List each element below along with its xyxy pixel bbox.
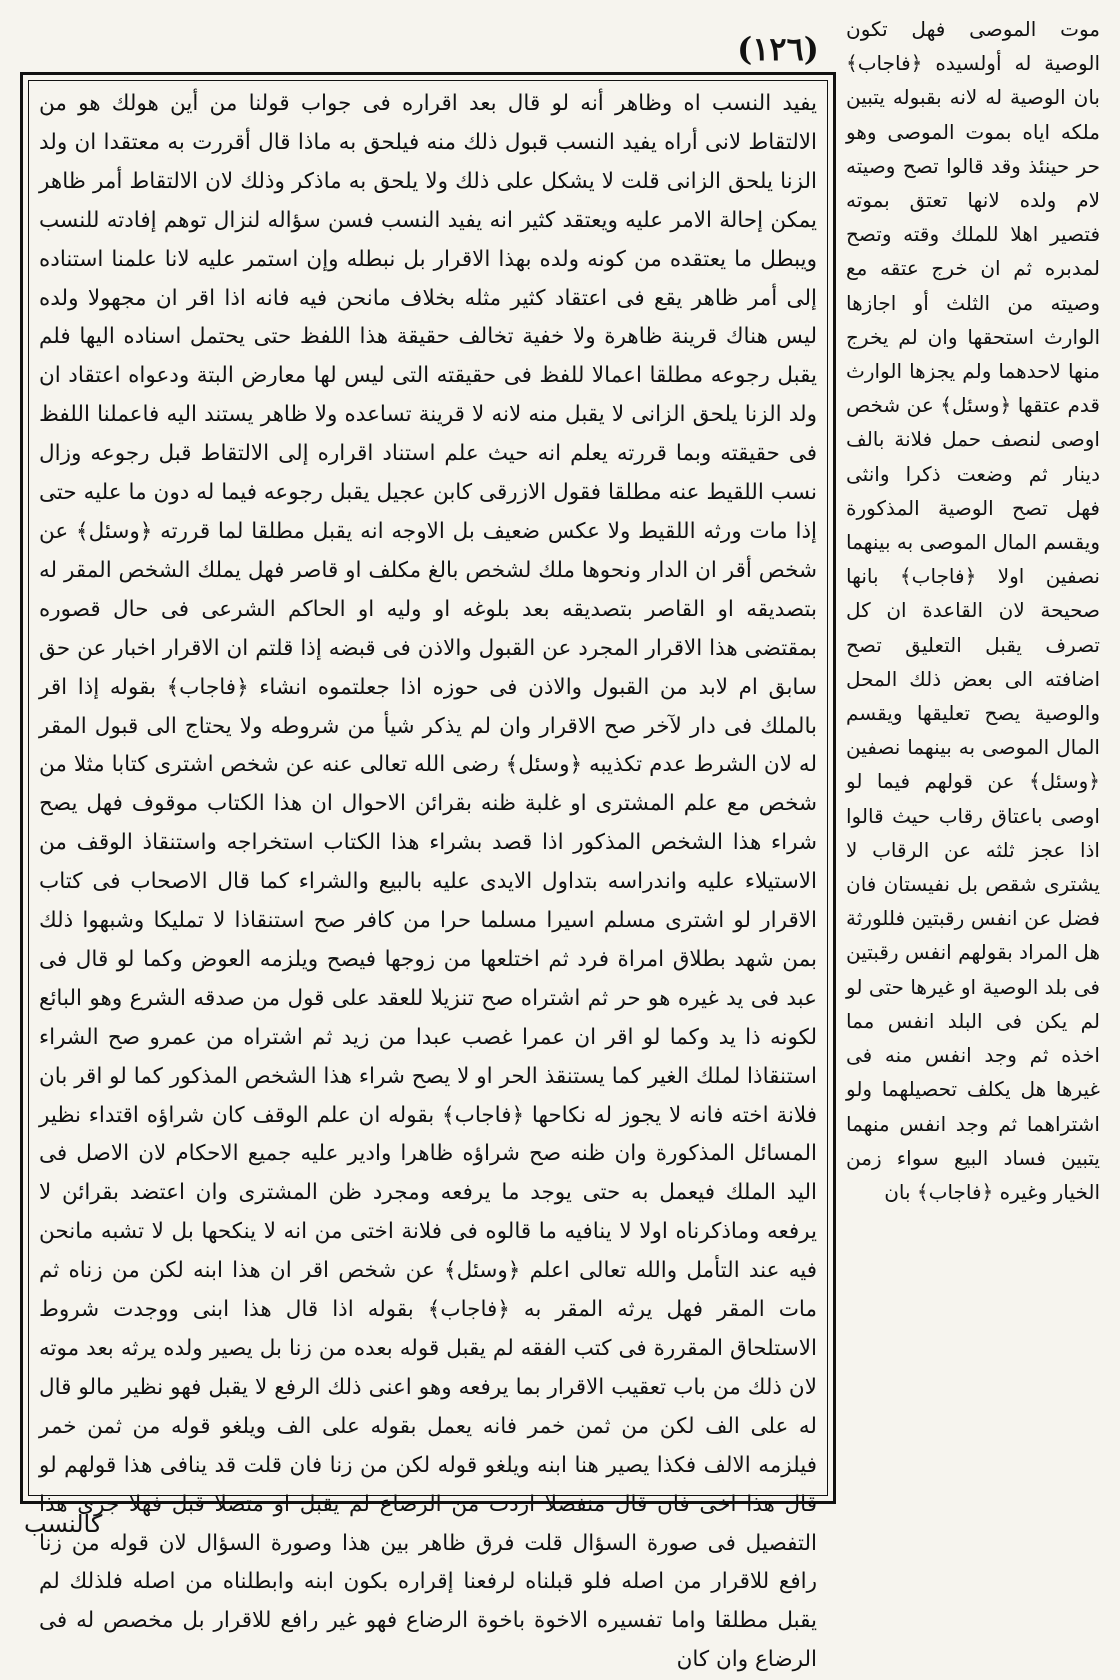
margin-text: موت الموصى فهل تكون الوصية له أولسيده ﴿فاجاب﴾ بان الوصية له لانه بقبوله يتبين ملكه اياه بموت الموصى وهو حر حينئذ وقد قالوا تصح وصيته لام ولده لانها تعتق بموته فتصير اهلا للملك وقته وتصح لمدبره ثم ان خرج عتقه مع وصيته من الثلث أو اجازها الوارث استحقها وان لم يخرج منها لاحدهما ولم يجزها الوارث قدم عتقها ﴿وسئل﴾ عن شخص اوصى لنصف حمل فلانة بالف دينار ثم وضعت ذكرا وانثى فهل تصح الوصية المذكورة ويقسم المال الموصى به بينهما نصفين اولا ﴿فاجاب﴾ بانها صحيحة لان القاعدة ان كل تصرف يقبل التعليق تصح اضافته الى بعض ذلك المحل والوصية يصح تعليقها ويقسم المال الموصى به بينهما نصفين ﴿وسئل﴾ عن قولهم فيما لو اوصى باعتاق رقاب حيث قالوا اذا عجز ثلثه عن الرقاب لا يشترى شقص بل نفيستان فان فضل عن انفس رقبتين فللورثة هل المراد بقولهم انفس رقبتين فى بلد الوصية او غيرها حتى لو لم يكن فى البلد انفس مما اخذه ثم وجد انفس منه فى غيرها هل يكلف تحصيلهما ولو اشتراهما ثم وجد انفس منهما يتبين فساد البيع سواء زمن الخيار وغيره ﴿فاجاب﴾ بان — [846, 17, 1100, 1204]
main-text-paragraph: يفيد النسب اه وظاهر أنه لو قال بعد اقراره فى جواب قولنا من أين هولك هو من الالتقاط لانى أراه يفيد النسب قبول ذلك منه فيلحق به ماذا قال أقررت به معتقدا ان ولد الزنا يلحق الزانى قلت لا يشكل على ذلك ولا يلحق به ماذكر وذلك لان الالتقاط أمر ظاهر يمكن إحالة الامر عليه ويعتقد كثير انه يفيد النسب فسن سؤاله لنزال توهم إفادته للنسب ويبطل ما يعتقده من كونه ولده بهذا الاقرار بل نبطله وإن استمر عليه لانا علمنا استناده إلى أمر ظاهر يقع فى اعتقاد كثير مثله بخلاف مانحن فيه فانه اذا اقر ان مجهولا ولده ليس هناك قرينة ظاهرة ولا خفية تخالف حقيقة هذا اللفظ حتى يحتمل اسناده اليها فلم يقبل رجوعه مطلقا اعمالا للفظ فى حقيقته التى ليس لها معارض البتة ودعواه اعتقاد ان ولد الزنا يلحق الزانى لا يقبل منه لانه لا قرينة تساعده ولا ظاهر يستند اليه فاعملنا اللفظ فى حقيقته وبما قررته يعلم انه حيث علم استناد اقراره إلى الالتقاط قبل رجوعه وزال نسب اللقيط عنه مطلقا فقول الازرقى كابن عجيل يقبل رجوعه فيما له دون ما عليه حتى إذا مات ورثه اللقيط ولا عكس ضعيف بل الاوجه انه يقبل مطلقا لما قررته ﴿وسئل﴾ عن شخص أقر ان الدار ونحوها ملك لشخص بالغ مكلف او قاصر فهل يملك الشخص المقر له بتصديقه او القاصر بتصديقه بعد بلوغه او وليه او الحاكم الشرعى فى حال قصوره بمقتضى هذا الاقرار المجرد عن القبول والاذن فى قبضه إذا قلتم ان الاقرار اخبار عن حق سابق ام لابد من القبول والاذن فى حوزه اذا جعلتموه انشاء ﴿فاجاب﴾ بقوله إذا اقر بالملك فى دار لآخر صح الاقرار وان لم يذكر شيأ من شروطه ولا يحتاج الى قبول المقر له لان الشرط عدم تكذيبه ﴿وسئل﴾ رضى الله تعالى عنه عن شخص اشترى كتابا مثلا من شخص مع علم المشترى او غلبة ظنه بقرائن الاحوال ان هذا الكتاب موقوف فهل يصح شراء هذا الشخص المذكور اذا قصد بشراء هذا الكتاب استخراجه واستنقاذ الوقف من الاستيلاء عليه واندراسه بتداول الايدى عليه بالبيع والشراء كما قال الاصحاب فى كتاب الاقرار لو اشترى مسلم اسيرا مسلما حرا من كافر صح استنقاذا لا تمليكا وشبهوا ذلك بمن شهد بطلاق امراة فرد ثم اختلعها من زوجها فيصح ويلزمه العوض وكما لو قال فى عبد فى يد غيره هو حر ثم اشتراه صح تنزيلا للعقد على قول من صدقه الشرع وهو البائع لكونه ذا يد وكما لو اقر ان عمرا غصب عبدا من زيد ثم اشتراه من عمرو صح الشراء استنقاذا لملك الغير كما يستنقذ الحر او لا يصح شراء هذا الشخص المذكور كما لو اقر بان فلانة اخته فانه لا يجوز له نكاحها ﴿فاجاب﴾ بقوله ان علم الوقف كان شراؤه اقتداء نظير المسائل المذكورة وان ظنه صح شراؤه ظاهرا وادير عليه جميع الاحكام لان الاصل فى اليد الملك فيعمل به حتى يوجد ما يرفعه ومجرد ظن المشترى وان اعتضد بقرائن لا يرفعه وماذكرناه اولا لا ينافيه ما قالوه فى فلانة اختى من انه لا ينكحها بل لا تشبه مانحن فيه عند التأمل والله تعالى اعلم ﴿وسئل﴾ عن شخص اقر ان هذا ابنه لكن من زناه ثم مات المقر فهل يرثه المقر به ﴿فاجاب﴾ بقوله اذا قال هذا ابنى ووجدت شروط الاستلحاق المقررة فى كتب الفقه لم يقبل قوله بعده من زنا بل يصير ولده يرثه بعد موته لان ذلك من باب تعقيب الاقرار بما يرفعه وهو اعنى ذلك الرفع لا يقبل فهو نظير مالو قال له على الف لكن من ثمن خمر فانه يعمل بقوله على الف ويلغو قوله من ثمن خمر فيلزمه الالف فكذا يصير هنا ابنه ويلغو قوله لكن من زنا فان قلت قد ينافى هذا قولهم لو قال هذا اخى فان قال منفصلا اردت من الرضاع لم يقبل او متصلا قبل فهلا جرى هذا التفصيل فى صورة السؤال قلت فرق ظاهر بين هذا وصورة السؤال لان قوله من زنا رافع للاقرار من اصله فلو قبلناه لرفعنا إقراره بكون ابنه وابطلناه من اصله فلذلك لم يقبل مطلقا واما تفسيره الاخوة باخوة الرضاع فهو غير رافع للاقرار بل مخصص له فى الرضاع وان كان — [39, 91, 817, 1673]
footer-catchword: كالنسب — [24, 1510, 103, 1538]
page-number: (١٢٦) — [737, 30, 819, 68]
margin-commentary — [846, 12, 1100, 1560]
